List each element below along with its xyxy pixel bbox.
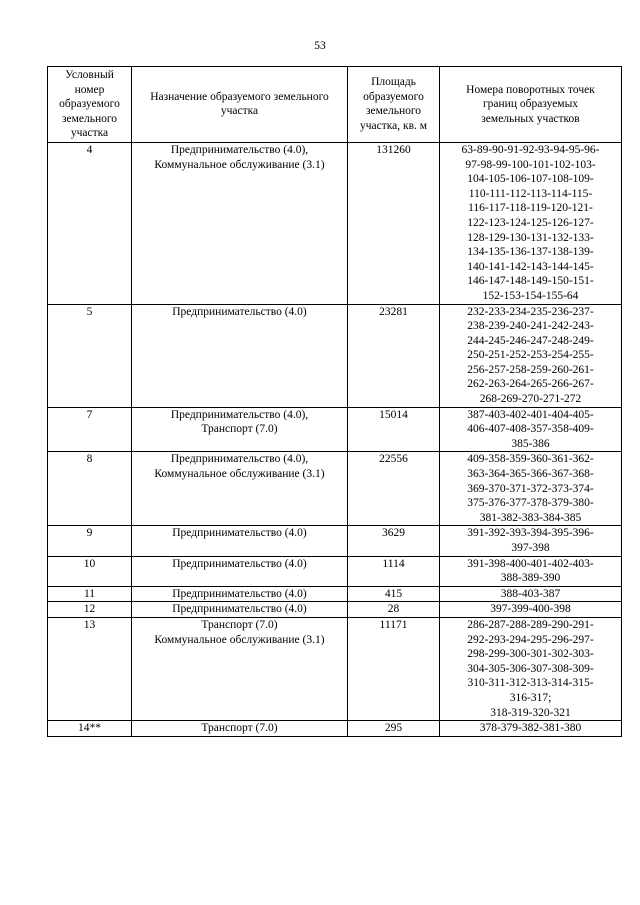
plot-area-cell: 415	[348, 586, 440, 602]
boundary-points-cell: 286-287-288-289-290-291- 292-293-294-295-296-297- 298-299-300-301-302-303- 304-305-306-307-308-309- 310-311-312-313-314-315- 316-317; 318-319-320-321	[440, 617, 622, 720]
header-plot-purpose: Назначение образуемого земельного участка	[132, 67, 348, 143]
plot-purpose-cell: Транспорт (7.0) Коммунальное обслуживание (3.1)	[132, 617, 348, 720]
header-boundary-points: Номера поворотных точек границ образуемых земельных участков	[440, 67, 622, 143]
land-plots-table	[47, 66, 622, 737]
page-number: 53	[314, 40, 326, 52]
header-plot-area: Площадь образуемого земельного участка, кв. м	[348, 67, 440, 143]
boundary-points-cell: 232-233-234-235-236-237- 238-239-240-241-242-243- 244-245-246-247-248-249- 250-251-252-253-254-255- 256-257-258-259-260-261- 262-263-264-265-266-267- 268-269-270-271-272	[440, 304, 622, 407]
boundary-points-cell: 387-403-402-401-404-405- 406-407-408-357-358-409- 385-386	[440, 407, 622, 452]
table-row	[48, 452, 622, 526]
table-row	[48, 304, 622, 407]
plot-number-cell: 7	[48, 407, 132, 452]
plot-purpose-cell: Предпринимательство (4.0)	[132, 304, 348, 407]
table-row	[48, 602, 622, 618]
plot-purpose-cell: Предпринимательство (4.0)	[132, 586, 348, 602]
table-row	[48, 556, 622, 586]
plot-area-cell: 11171	[348, 617, 440, 720]
plot-purpose-cell: Предпринимательство (4.0), Коммунальное обслуживание (3.1)	[132, 142, 348, 304]
table-row	[48, 526, 622, 556]
plot-purpose-cell: Предпринимательство (4.0), Коммунальное обслуживание (3.1)	[132, 452, 348, 526]
plot-area-cell: 1114	[348, 556, 440, 586]
plot-purpose-cell: Предпринимательство (4.0), Транспорт (7.0)	[132, 407, 348, 452]
table-row	[48, 617, 622, 720]
plot-number-cell: 9	[48, 526, 132, 556]
boundary-points-cell: 391-398-400-401-402-403- 388-389-390	[440, 556, 622, 586]
table-body	[48, 142, 622, 736]
boundary-points-cell: 378-379-382-381-380	[440, 721, 622, 737]
plot-purpose-cell: Предпринимательство (4.0)	[132, 602, 348, 618]
boundary-points-cell: 391-392-393-394-395-396- 397-398	[440, 526, 622, 556]
header-plot-number: Условный номер образуемого земельного участка	[48, 67, 132, 143]
plot-area-cell: 15014	[348, 407, 440, 452]
plot-number-cell: 5	[48, 304, 132, 407]
table-row	[48, 142, 622, 304]
boundary-points-cell: 397-399-400-398	[440, 602, 622, 618]
table-row	[48, 721, 622, 737]
plot-number-cell: 14**	[48, 721, 132, 737]
boundary-points-cell: 388-403-387	[440, 586, 622, 602]
plot-number-cell: 12	[48, 602, 132, 618]
plot-area-cell: 131260	[348, 142, 440, 304]
boundary-points-cell: 63-89-90-91-92-93-94-95-96- 97-98-99-100-101-102-103- 104-105-106-107-108-109- 110-111-112-113-114-115- 116-117-118-119-120-121- 122-123-124-125-126-127- 128-129-130-131-132-133- 134-135-136-137-138-139- 140-141-142-143-144-145- 146-147-148-149-150-151- 152-153-154-155-64	[440, 142, 622, 304]
plot-purpose-cell: Предпринимательство (4.0)	[132, 526, 348, 556]
table-header-row	[48, 67, 622, 143]
plot-number-cell: 11	[48, 586, 132, 602]
plot-number-cell: 8	[48, 452, 132, 526]
plot-area-cell: 3629	[348, 526, 440, 556]
plot-number-cell: 13	[48, 617, 132, 720]
plot-purpose-cell: Транспорт (7.0)	[132, 721, 348, 737]
table-row	[48, 407, 622, 452]
plot-number-cell: 10	[48, 556, 132, 586]
boundary-points-cell: 409-358-359-360-361-362- 363-364-365-366-367-368- 369-370-371-372-373-374- 375-376-377-378-379-380- 381-382-383-384-385	[440, 452, 622, 526]
plot-purpose-cell: Предпринимательство (4.0)	[132, 556, 348, 586]
plot-number-cell: 4	[48, 142, 132, 304]
plot-area-cell: 23281	[348, 304, 440, 407]
plot-area-cell: 295	[348, 721, 440, 737]
table-row	[48, 586, 622, 602]
plot-area-cell: 22556	[348, 452, 440, 526]
plot-area-cell: 28	[348, 602, 440, 618]
